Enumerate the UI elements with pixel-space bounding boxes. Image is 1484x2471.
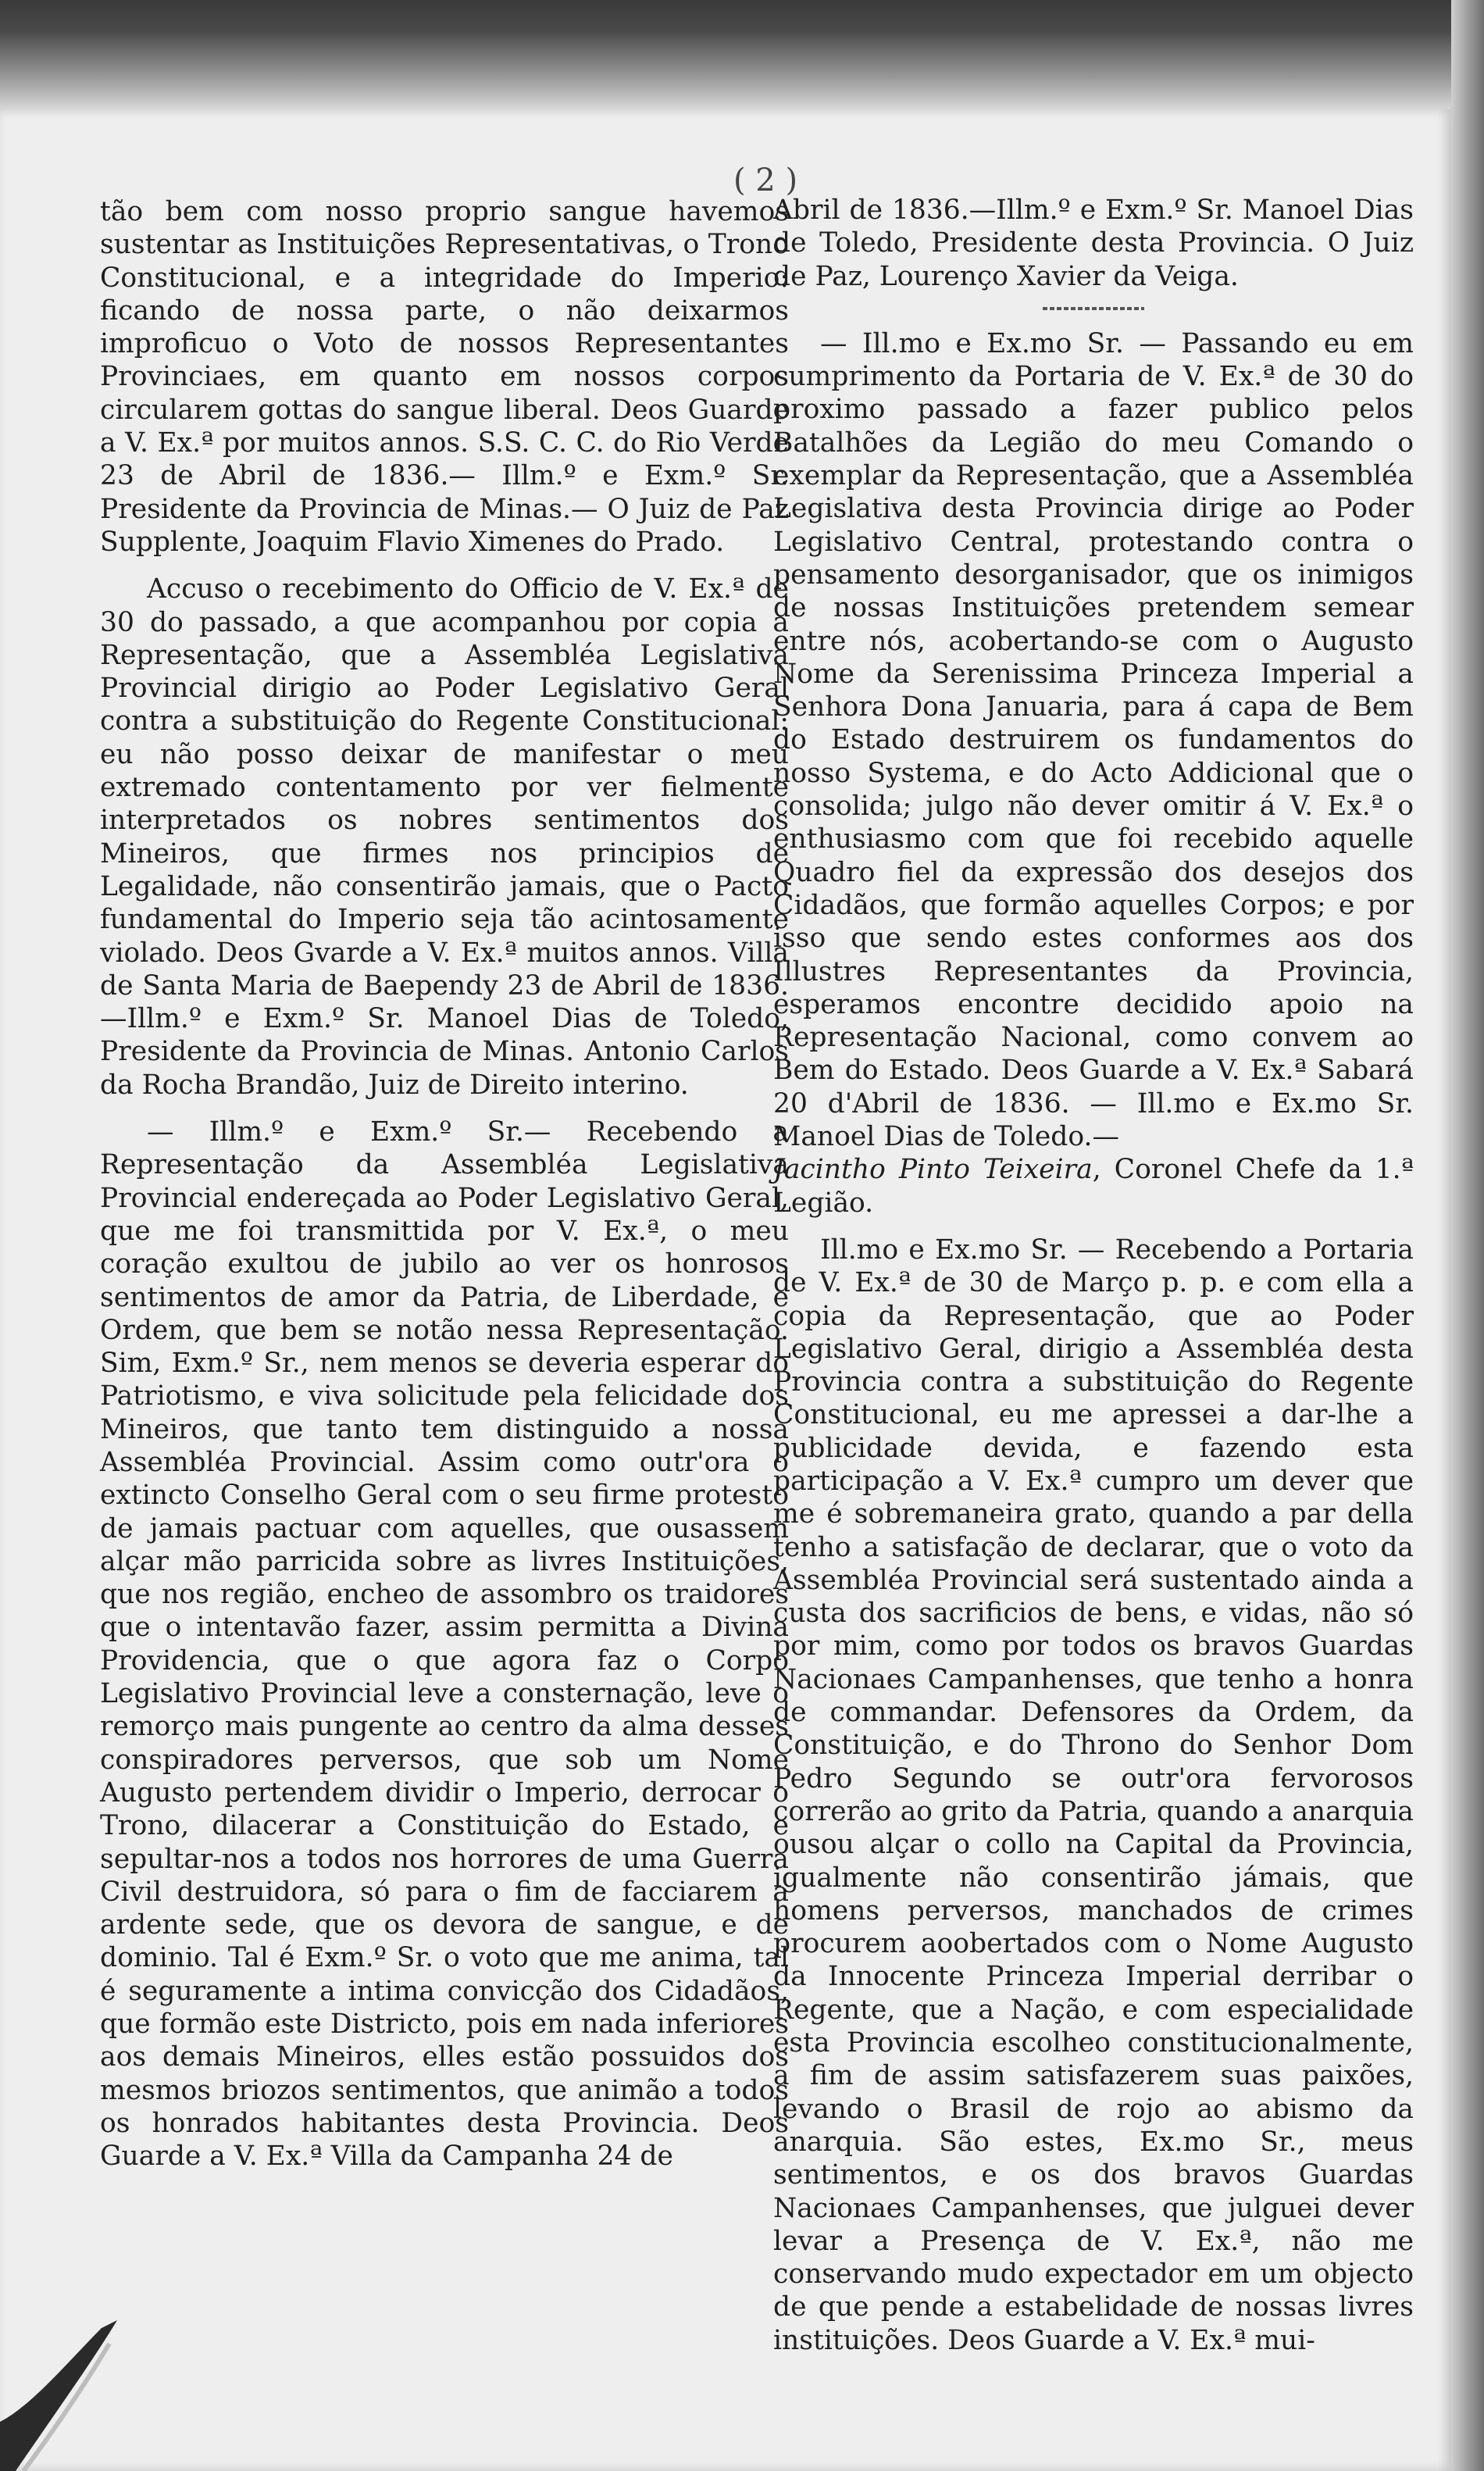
left-column <box>100 195 789 2173</box>
letter-two-title: , Coronel Chefe da 1.ª Legião. <box>773 1154 1414 1219</box>
right-letter-two <box>773 327 1414 1219</box>
left-paragraph-1: tão bem com nosso proprio sangue havemos sustentar as Instituições Representativas, o Trono Constitucional, e a integridade do Imperio: ficando de nossa parte, o não deixarmos improficuo o Voto de nossos Representantes Provinciaes, em quanto em nossos corpos circularem gottas do sangue liberal. Deos Guarde a V. Ex.ª por muitos annos. S.S. C. C. do Rio Verde 23 de Abril de 1836.— Illm.º e Exm.º Sr. Presidente da Provincia de Minas.— O Juiz de Paz Supplente, Joaquim Flavio Ximenes do Prado. <box>100 196 789 558</box>
right-continuation: Abril de 1836.—Illm.º e Exm.º Sr. Manoel Dias de Toledo, Presidente desta Provincia. O Juiz de Paz, Lourenço Xavier da Veiga. <box>773 195 1414 292</box>
page-edge-shadow <box>1451 0 1484 2471</box>
right-letter-three: Ill.mo e Ex.mo Sr. — Recebendo a Portaria de V. Ex.ª de 30 de Março p. p. e com ella a copia da Representação, que ao Poder Legislativo Geral, dirigio a Assembléa desta Provincia contra a substituição do Regente Constitucional, eu me apressei a dar-lhe a publicidade devida, e fazendo esta participação a V. Ex.ª cumpro um dever que me é sobremaneira grato, quando a par della tenho a satisfação de declarar, que o voto da Assembléa Provincial será sustentado ainda a custa dos sacrificios de bens, e vidas, não só por mim, como por todos os bravos Guardas Nacionaes Campanhenses, que tenho a honra de commandar. Defensores da Ordem, da Constituição, e do Throno do Senhor Dom Pedro Segundo se outr'ora fervorosos correrão ao grito da Patria, quando a anarquia ousou alçar o collo na Capital da Provincia, igualmente não consentirão jámais, que homens perversos, manchados de crimes procurem aoobertados com o Nome Augusto da Innocente Princeza Imperial derribar o Regente, que a Nação, e com especialidade esta Provincia escolheo constitucionalmente, a fim de assim satisfazerem suas paixões, levando o Brasil de rojo ao abismo da anarquia. São estes, Ex.mo Sr., meus sentimentos, e os dos bravos Guardas Nacionaes Campanhenses, que julguei dever levar a Presença de V. Ex.ª, não me conservando mudo expectador em um objecto de que pende a estabelidade de nossas livres instituições. Deos Guarde a V. Ex.ª mui- <box>773 1234 1414 2356</box>
page-number: ( 2 ) <box>733 162 798 198</box>
right-column <box>773 194 1414 2357</box>
left-paragraph-3: — Illm.º e Exm.º Sr.— Recebendo a Representação da Assembléa Legislativa Provincial endereçada ao Poder Legislativo Geral, que me foi transmittida por V. Ex.ª, o meu coração exultou de jubilo ao ver os honrosos sentimentos de amor da Patria, de Liberdade, e Ordem, que bem se notão nessa Representação. Sim, Exm.º Sr., nem menos se deveria esperar do Patriotismo, e viva solicitude pela felicidade dos Mineiros, que tanto tem distinguido a nossa Assembléa Provincial. Assim como outr'ora o extincto Conselho Geral com o seu firme protesto de jamais pactuar com aquelles, que ousassem alçar mão parricida sobre as livres Instituições, que nos região, encheo de assombro os traidores que o intentavão fazer, assim permitta a Divina Providencia, que o que agora faz o Corpo Legislativo Provincial leve a consternação, leve o remorço mais pungente ao centro da alma desses conspiradores perversos, que sob um Nome Augusto pertendem dividir o Imperio, derrocar o Trono, dilacerar a Constituição do Estado, e sepultar-nos a todos nos horrores de uma Guerra Civil destruidora, só para o fim de facciarem a ardente sede, que os devora de sangue, e de dominio. Tal é Exm.º Sr. o voto que me anima, tal é seguramente a intima convicção dos Cidadãos, que formão este Districto, pois em nada inferiores aos demais Mineiros, elles estão possuidos dos mesmos briozos sentimentos, que animão a todos os honrados habitantes desta Provincia. Deos Guarde a V. Ex.ª Villa da Campanha 24 de <box>100 1116 789 2173</box>
quill-shadow <box>0 2312 125 2471</box>
left-paragraph-2: Accuso o recebimento do Officio de V. Ex.ª de 30 do passado, a que acompanhou por copia a Representação, que a Assembléa Legislativa Provincial dirigio ao Poder Legislativo Geral contra a substituição do Regente Constitucional: eu não posso deixar de manifestar o meu extremado contentamento por ver fielmente interpretados os nobres sentimentos dos Mineiros, que firmes nos principios de Legalidade, não consentirão jamais, que o Pacto fundamental do Imperio seja tão acintosamente violado. Deos Gvarde a V. Ex.ª muitos annos. Villa de Santa Maria de Baependy 23 de Abril de 1836.—Illm.º e Exm.º Sr. Manoel Dias de Toledo, Presidente da Provincia de Minas. Antonio Carlos da Rocha Brandão, Juiz de Direito interino. <box>100 573 789 1101</box>
letter-two-signer: Jacintho Pinto Teixeira <box>773 1154 1093 1186</box>
section-divider <box>1043 307 1144 310</box>
letter-two-body: — Ill.mo e Ex.mo Sr. — Passando eu em cumprimento da Portaria de V. Ex.ª de 30 do proximo passado a fazer publico pelos Batalhões da Legião do meu Comando o exemplar da Representação, que a Assembléa Legislativa desta Provincia dirige ao Poder Legislativo Central, protestando contra o pensamento desorganisador, que os inimigos de nossas Instituições pretendem semear entre nós, acobertando-se com o Augusto Nome da Serenissima Princeza Imperial a Senhora Dona Januaria, para á capa de Bem do Estado destruirem os fundamentos do nosso Systema, e do Acto Addicional que o consolida; julgo não dever omitir á V. Ex.ª o enthusiasmo com que foi recebido aquelle Quadro fiel da expressão dos desejos dos Cidadãos, que formão aquelles Corpos; e por isso que sendo estes conformes aos dos Illustres Representantes da Provincia, esperamos encontre decidido apoio na Representação Nacional, como convem ao Bem do Estado. Deos Guarde a V. Ex.ª Sabará 20 d'Abril de 1836. — Ill.mo e Ex.mo Sr. Manoel Dias de Toledo.— <box>773 327 1414 1153</box>
